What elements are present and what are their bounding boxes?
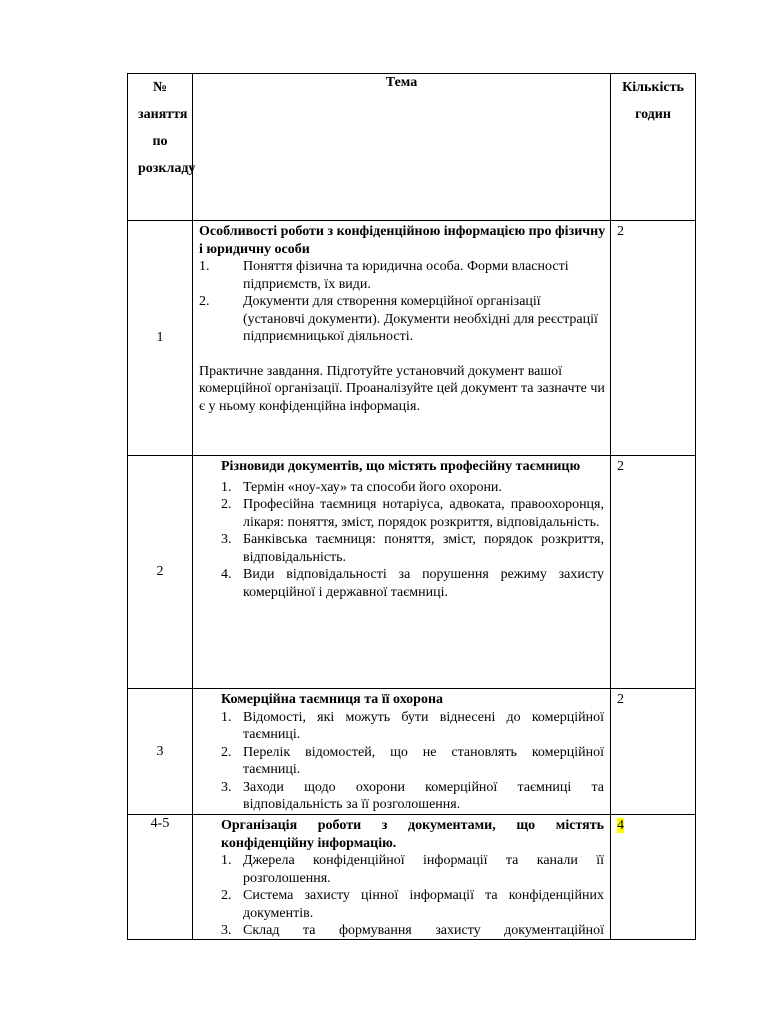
item-number: 4. [221,567,232,582]
item-number: 3. [221,923,232,938]
item-text: Документи для створення комерційної організації (установчі документи). Документи необхідні для реєстрації підприємницької діяльності. [243,294,598,344]
topic-title: Комерційна таємниця та її охорона [221,692,444,707]
lesson-number-cell [128,815,193,940]
header-hours-label: Кількість годин [622,80,684,122]
item-text: Види відповідальності за порушення режиму захисту комерційної і державної таємниці. [243,567,604,600]
list-item [221,496,604,531]
header-number-label: № заняття по розкладу [138,80,196,176]
topic-items-list [221,479,604,602]
hours-cell [611,221,696,456]
item-text: Відомості, які можуть бути віднесені до комерційної таємниці. [243,709,604,742]
item-text: Джерела конфіденційної інформації та канали її розголошення. [243,853,604,886]
item-number: 3. [221,779,232,795]
hours-value-highlighted: 4 [617,818,624,833]
list-item [221,479,604,497]
list-item [221,922,604,939]
table-row [128,456,696,689]
hours-value: 2 [617,224,624,239]
item-text: Поняття фізична та юридична особа. Форми власності підприємств, їх види. [243,259,569,292]
table-row [128,689,696,815]
topic-title: Організація роботи з документами, що містять конфіденційну інформацію. [221,818,604,851]
item-text: Система захисту цінної інформації та конфіденційних документів. [243,888,604,921]
item-number: 2. [199,294,210,309]
topic-cell [193,815,611,940]
list-item [199,258,606,293]
hours-cell [611,456,696,689]
header-topic-cell [193,74,611,221]
item-text: Термін «ноу-хау» та способи його охорони. [243,479,502,495]
lesson-number: 3 [156,743,164,759]
lesson-number: 1 [156,330,164,346]
table-row [128,815,696,940]
list-item [221,779,604,814]
list-item [221,709,604,744]
lesson-number-cell [128,221,193,456]
topic-items-list [221,852,604,939]
topic-cell [193,456,611,689]
topic-cell [193,221,611,456]
item-number: 1. [221,709,232,725]
lesson-number: 4-5 [150,816,170,831]
item-number: 3. [221,532,232,547]
practical-task: Практичне завдання. Підготуйте установчий документ вашої комерційної організації. Проаналізуйте цей документ та зазначте чи є у ньому конфіденційна інформація. [199,363,605,414]
lesson-number: 2 [156,564,164,580]
list-item [199,293,606,346]
item-number: 1. [199,259,210,274]
hours-value: 2 [617,459,624,474]
topic-title: Різновиди документів, що містять професійну таємницю [221,459,581,474]
table-header-row [128,74,696,221]
item-number: 2. [221,888,232,903]
header-number-cell [128,74,196,221]
list-item [221,852,604,887]
item-number: 2. [221,744,232,760]
item-number: 1. [221,853,232,868]
topic-title: Особливості роботи з конфіденційною інформацією про фізичну і юридичну особи [199,224,606,257]
hours-cell [611,815,696,940]
item-text: Банківська таємниця: поняття, зміст, порядок розкриття, відповідальність. [243,532,604,565]
lesson-number-cell [128,689,193,815]
hours-value: 2 [617,692,624,707]
lesson-plan-table [127,73,696,940]
item-number: 1. [221,479,232,495]
hours-cell [611,689,696,815]
item-number: 2. [221,497,232,512]
topic-cell [193,689,611,815]
item-text: Склад та формування захисту документаційної [243,923,604,938]
lesson-number-cell [128,456,193,689]
list-item [221,566,604,601]
table-row [128,221,696,456]
item-text: Професійна таємниця нотаріуса, адвоката, правоохоронця, лікаря: поняття, зміст, порядок розкриття, відповідальність. [243,497,604,530]
list-item [221,887,604,922]
header-topic-label: Тема [385,75,418,90]
list-item [221,531,604,566]
list-item [221,744,604,779]
item-text: Перелік відомостей, що не становлять комерційної таємниці. [243,744,604,777]
item-text: Заходи щодо охорони комерційної таємниці та відповідальність за її розголошення. [243,779,604,812]
header-hours-cell [611,74,696,221]
topic-items-list [221,709,604,814]
